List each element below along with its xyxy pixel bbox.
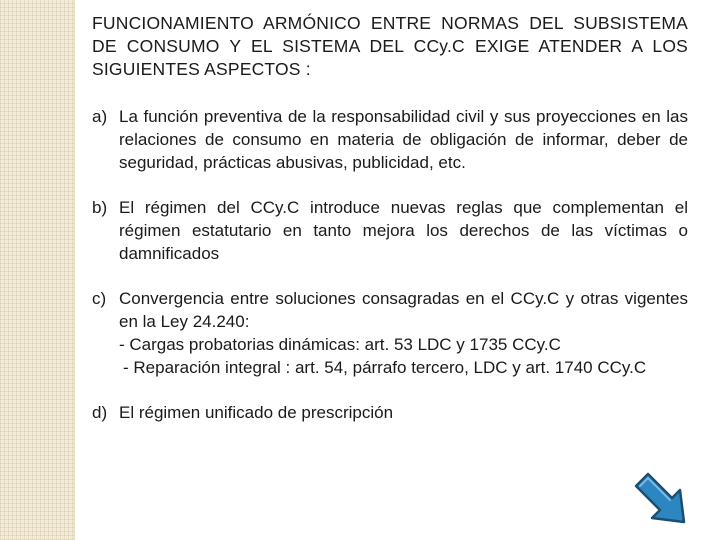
next-slide-button[interactable] xyxy=(630,468,690,528)
item-marker: d) xyxy=(92,403,108,422)
item-text: El régimen del CCy.C introduce nuevas reglas que complementan el régimen estatutario en tanto mejora los derechos de las víctimas o damnificados xyxy=(119,198,688,263)
item-text: Convergencia entre soluciones consagradas en el CCy.C y otras vigentes en la Ley 24.240: xyxy=(119,289,688,331)
item-marker: b) xyxy=(92,198,108,217)
decorative-side-strip xyxy=(0,0,75,540)
list-item-b xyxy=(92,196,688,265)
item-body xyxy=(119,287,688,379)
item-subline-cargas: - Cargas probatorias dinámicas: art. 53 LDC y 1735 CCy.C xyxy=(119,335,561,354)
slide-title: FUNCIONAMIENTO ARMÓNICO ENTRE NORMAS DEL SUBSISTEMA DE CONSUMO Y EL SISTEMA DEL CCy.C EXIGE ATENDER A LOS SIGUIENTES ASPECTOS : xyxy=(92,13,688,79)
item-marker: c) xyxy=(92,289,107,308)
item-text: El régimen unificado de prescripción xyxy=(119,403,394,422)
list-item-a xyxy=(92,105,688,174)
item-text: La función preventiva de la responsabilidad civil y sus proyecciones en las relaciones de consumo en materia de obligación de informar, deber de seguridad, prácticas abusivas, publicidad, etc. xyxy=(119,107,688,172)
slide-content xyxy=(92,12,688,446)
item-marker: a) xyxy=(92,107,108,126)
item-subline-reparacion: - Reparación integral : art. 54, párrafo tercero, LDC y art. 1740 CCy.C xyxy=(123,358,647,377)
list-item-c xyxy=(92,287,688,379)
list-item-d xyxy=(92,401,688,424)
arrow-down-right-icon xyxy=(630,468,690,528)
